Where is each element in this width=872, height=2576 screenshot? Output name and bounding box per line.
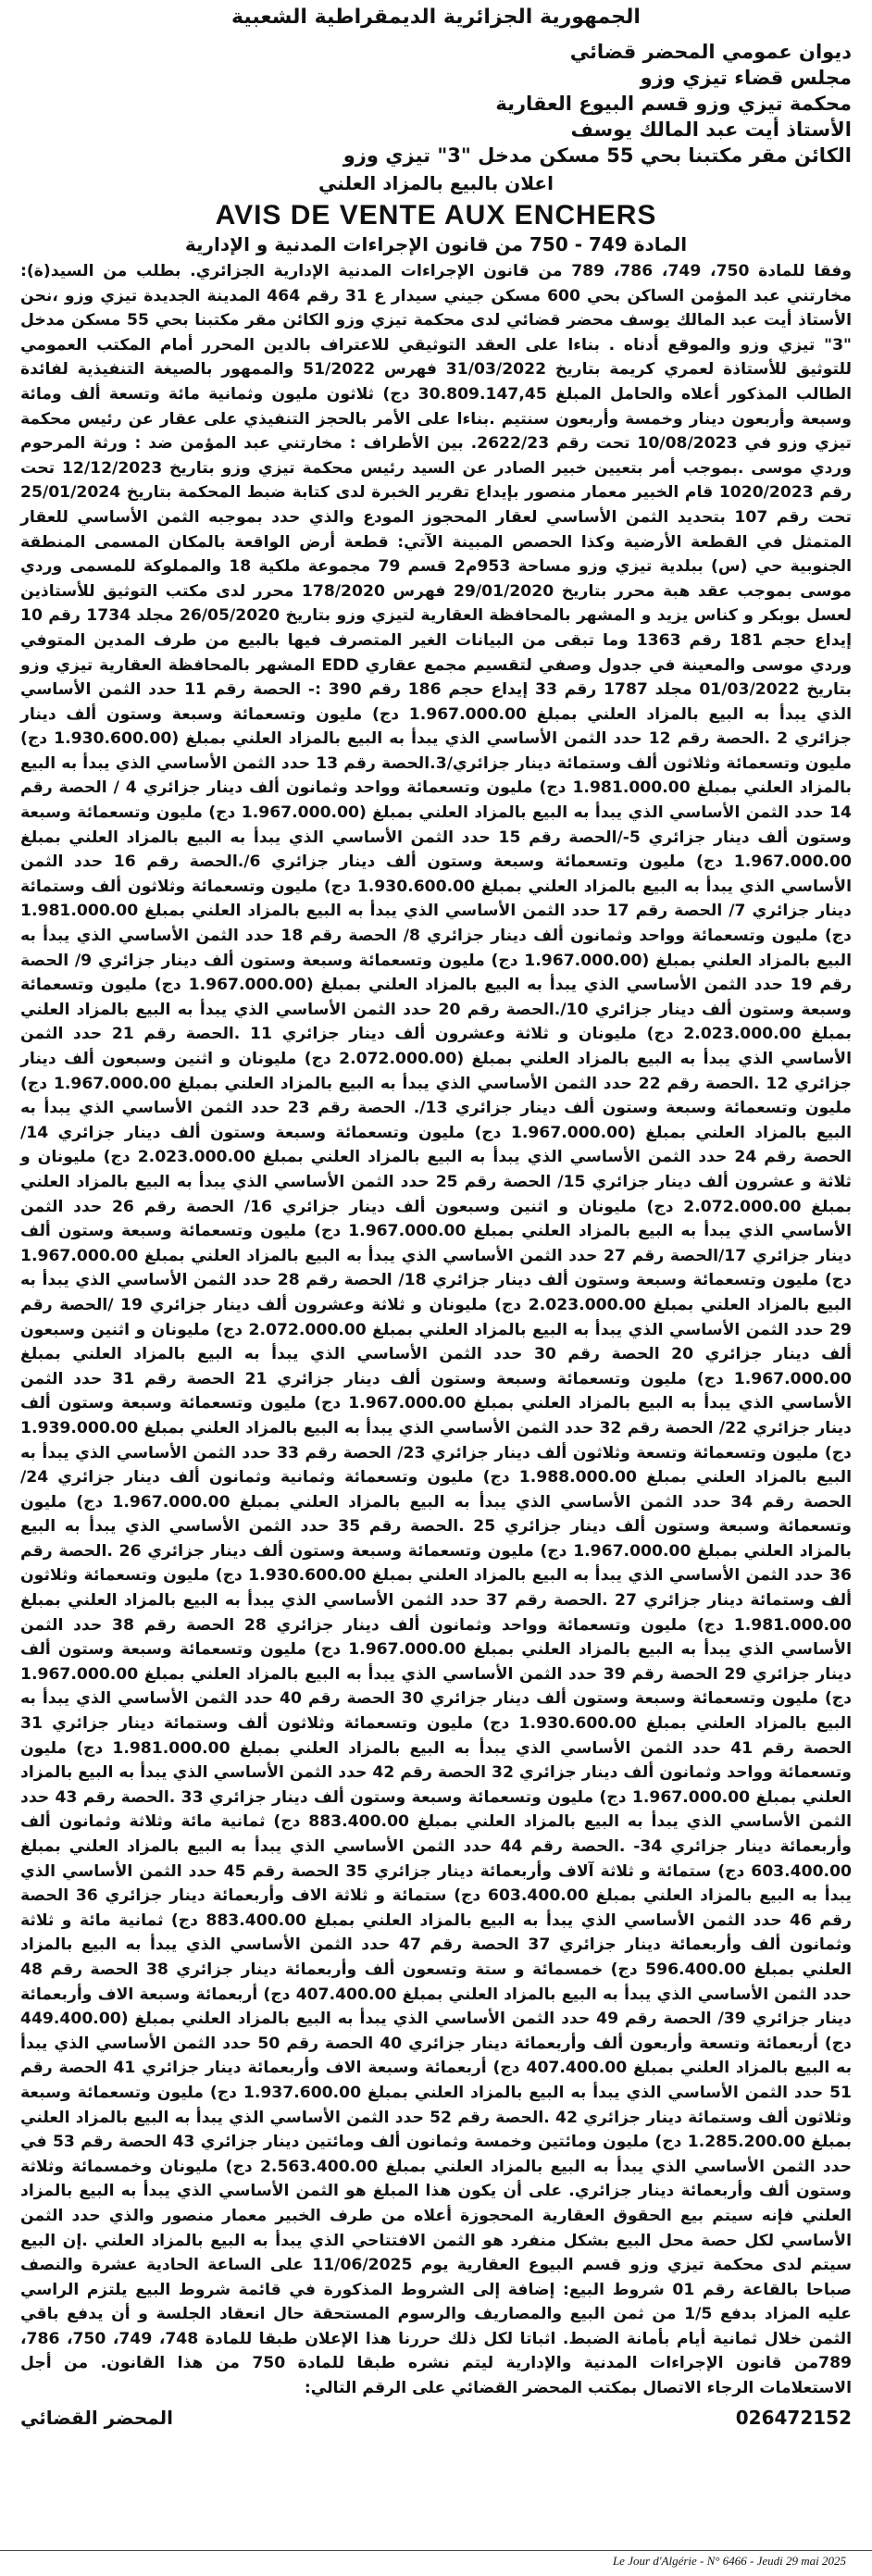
notice-title-french: AVIS DE VENTE AUX ENCHERS	[215, 200, 657, 230]
bailiff-name: الأستاذ أيت عبد المالك يوسف	[570, 118, 852, 141]
signature-role: المحضر القضائي	[20, 2406, 174, 2429]
bailiff-address: الكائن مقر مكتبنا بحي 55 مسكن مدخل "3" تيزي وزو	[343, 144, 852, 167]
notice-body: وفقا للمادة 750، 749، 786، 789 من قانون الإجراءات المدنية الإدارية الجزائري. بطلب من السيد(ة): مخارتني عبد المؤمن الساكن بحي 600 مسكن جيني سيدار ع 31 رقم 464 المدينة الجديدة تيزي وزو ،نحن الأستاذ أيت عبد المالك يوسف محضر قضائي لدى محكمة تيزي وزو الكائن مقر مكتبنا بحي 55 مسكن مدخل "3" تيزي وزو والموقع أدناه . بناءا على العقد التوثيقي للاعتراف بالدين المحرر أمام المكتب العمومي للتوثيق للأستاذة لعمري كريمة بتاريخ 31/03/2022 فهرس 51/2022 والممهور بالصيغة التنفيذية لفائدة الطالب المذكور أعلاه والحامل المبلغ 30.809.147,45 دج) ثلاثون مليون وثمانية مائة وتسعة ألف ومائة وسبعة وأربعون دينار وخمسة وأربعون سنتيم .بناءا على الأمر بالحجز التنفيذي على عقار عن رئيس محكمة تيزي وزو في 10/08/2023 تحت رقم 2622/23. بين الأطراف : مخارتني عبد المؤمن ضد : ورثة المرحوم وردي موسى .بموجب أمر بتعيين خبير الصادر عن السيد رئيس محكمة تيزي وزو بتاريخ 12/12/2023 تحت رقم 1020/2023 قام الخبير معمار منصور بإيداع تقرير الخبرة لدى كتابة ضبط المحكمة بتاريخ 25/01/2024 تحت رقم 107 بتحديد الثمن الأساسي لعقار المحجوز المودع والذي حدد بموجبه الثمن الأساسي للعقار المتمثل في القطعة الأرضية وكذا الحصص المبينة الآتي: قطعة أرض الواقعة بالمكان المسمى المنطقة الجنوبية حي (س) ببلدية تيزي وزو مساحة 953م2 قسم 79 مجموعة ملكية 18 والمملوكة للمسمى وردي موسى بموجب عقد هبة محرر بتاريخ 29/01/2020 فهرس 178/2020 محرر لدى مكتب التوثيق للأستاذين لعسل بوبكر و كناس يزيد و المشهر بالمحافظة العقارية لتيزي وزو بتاريخ 26/05/2020 مجلد 1734 رقم 10 إيداع حجم 181 رقم 1363 وما تبقى من البيانات الغير المتصرف فيها بالبيع من طرف المدين المتوفي وردي موسى والمعينة في جدول وصفي لتقسيم مجمع عقاري EDD المشهر بالمحافظة العقارية تيزي وزو بتاريخ 01/03/2022 مجلد 1787 رقم 33 إيداع حجم 186 رقم 390 :- الحصة رقم 11 حدد الثمن الأساسي الذي يبدأ به البيع بالمزاد العلني بمبلغ 1.967.000.00 دج) مليون وتسعمائة وسبعة وستون ألف دينار جزائري 2 .الحصة رقم 12 حدد الثمن الأساسي الذي يبدأ به البيع بالمزاد العلني بمبلغ (1.930.600.00 دج) مليون وتسعمائة وثلاثون ألف وستمائة دينار جزائري/3.الحصة رقم 13 حدد الثمن الأساسي الذي يبدأ به البيع بالمزاد العلني بمبلغ 1.981.000.00 دج) مليون وتسعمائة وواحد وثمانون ألف دينار جزائري 4 / الحصة رقم 14 حدد الثمن الأساسي الذي يبدأ به البيع بالمزاد العلني بمبلغ (1.967.000.00 دج) مليون وتسعمائة وسبعة وستون ألف دينار جزائري 5-/الحصة رقم 15 حدد الثمن الأساسي الذي يبدأ به البيع بالمزاد العلني بمبلغ 1.967.000.00 دج) مليون وتسعمائة وسبعة وستون ألف دينار جزائري 6/.الحصة رقم 16 حدد الثمن الأساسي الذي يبدأ به البيع بالمزاد العلني بمبلغ 1.930.600.00 دج) مليون وتسعمائة وثلاثون ألف وستمائة دينار جزائري 7/ الحصة رقم 17 حدد الثمن الأساسي الذي يبدأ به البيع بالمزاد العلني بمبلغ 1.981.000.00 دج) مليون وتسعمائة وواحد وثمانون ألف دينار جزائري 8/ الحصة رقم 18 حدد الثمن الأساسي الذي يبدأ به البيع بالمزاد العلني بمبلغ (1.967.000.00 دج) مليون وتسعمائة وسبعة وستون ألف دينار جزائري 9/ الحصة رقم 19 حدد الثمن الأساسي الذي يبدأ به البيع بالمزاد العلني بمبلغ (1.967.000.00 دج) مليون وتسعمائة وسبعة وستون ألف دينار جزائري 10/.الحصة رقم 20 حدد الثمن الأساسي الذي يبدأ به البيع بالمزاد العلني بمبلغ 2.023.000.00 دج) مليونان و ثلاثة وعشرون ألف دينار جزائري 11 .الحصة رقم 21 حدد الثمن الأساسي الذي يبدأ به البيع بالمزاد العلني بمبلغ (2.072.000.00 دج) مليونان و اثنين وسبعون ألف دينار جزائري 12 .الحصة رقم 22 حدد الثمن الأساسي الذي يبدأ به البيع بالمزاد العلني بمبلغ 1.967.000.00 دج) مليون وتسعمائة وسبعة وستون ألف دينار جزائري 13/. الحصة رقم 23 حدد الثمن الأساسي الذي يبدأ به البيع بالمزاد العلني بمبلغ (1.967.000.00 دج) مليون وتسعمائة وسبعة وستون ألف دينار جزائري 14/ الحصة رقم 24 حدد الثمن الأساسي الذي يبدأ به البيع بالمزاد العلني بمبلغ 2.023.000.00 دج) مليونان و ثلاثة و عشرون ألف دينار جزائري 15/ الحصة رقم 25 حدد الثمن الأساسي الذي يبدأ به البيع بالمزاد العلني بمبلغ 2.072.000.00 دج) مليونان و اثنين وسبعون ألف دينار جزائري 16/ الحصة رقم 26 حدد الثمن الأساسي الذي يبدأ به البيع بالمزاد العلني بمبلغ 1.967.000.00 دج) مليون وتسعمائة وسبعة وستون ألف دينار جزائري 17/الحصة رقم 27 حدد الثمن الأساسي الذي يبدأ به البيع بالمزاد العلني بمبلغ 1.967.000.00 دج) مليون وتسعمائة وسبعة وستون ألف دينار جزائري 18/ الحصة رقم 28 حدد الثمن الأساسي الذي يبدأ به البيع بالمزاد العلني بمبلغ 2.023.000.00 دج) مليونان و ثلاثة وعشرون ألف دينار جزائري 19 /الحصة رقم 29 حدد الثمن الأساسي الذي يبدأ به البيع بالمزاد العلني بمبلغ 2.072.000.00 دج) مليونان و اثنين وسبعون ألف دينار جزائري 20 الحصة رقم 30 حدد الثمن الأساسي الذي يبدأ به البيع بالمزاد العلني بمبلغ 1.967.000.00 دج) مليون وتسعمائة وسبعة وستون ألف دينار جزائري 21 الحصة رقم 31 حدد الثمن الأساسي الذي يبدأ به البيع بالمزاد العلني بمبلغ 1.967.000.00 دج) مليون وتسعمائة وسبعة وستون ألف دينار جزائري 22/ الحصة رقم 32 حدد الثمن الأساسي الذي يبدأ به البيع بالمزاد العلني بمبلغ 1.939.000.00 دج) مليون وتسعمائة وتسعة وثلاثون ألف دينار جزائري 23/ الحصة رقم 33 حدد الثمن الأساسي الذي يبدأ به البيع بالمزاد العلني بمبلغ 1.988.000.00 دج) مليون وتسعمائة وثمانية وثمانون ألف دينار جزائري 24/ الحصة رقم 34 حدد الثمن الأساسي الذي يبدأ به البيع بالمزاد العلني بمبلغ 1.967.000.00 دج) مليون وتسعمائة وسبعة وستون ألف دينار جزائري 25 .الحصة رقم 35 حدد الثمن الأساسي الذي يبدأ به البيع بالمزاد العلني بمبلغ 1.967.000.00 دج) مليون وتسعمائة وسبعة وستون ألف دينار جزائري 26 .الحصة رقم 36 حدد الثمن الأساسي الذي يبدأ به البيع بالمزاد العلني بمبلغ 1.930.600.00 دج) مليون وتسعمائة وثلاثون ألف وستمائة دينار جزائري 27 .الحصة رقم 37 حدد الثمن الأساسي الذي يبدأ به البيع بالمزاد العلني بمبلغ 1.981.000.00 دج) مليون وتسعمائة وواحد وثمانون ألف دينار جزائري 28 الحصة رقم 38 حدد الثمن الأساسي الذي يبدأ به البيع بالمزاد العلني بمبلغ 1.967.000.00 دج) مليون وتسعمائة وسبعة وستون ألف دينار جزائري 29 الحصة رقم 39 حدد الثمن الأساسي الذي يبدأ به البيع بالمزاد العلني بمبلغ 1.967.000.00 دج) مليون وتسعمائة وسبعة وستون ألف دينار جزائري 30 الحصة رقم 40 حدد الثمن الأساسي الذي يبدأ به البيع بالمزاد العلني بمبلغ 1.930.600.00 دج) مليون وتسعمائة وثلاثون ألف وستمائة دينار جزائري 31 الحصة رقم 41 حدد الثمن الأساسي الذي يبدأ به البيع بالمزاد العلني بمبلغ 1.981.000.00 دج) مليون وتسعمائة وواحد وثمانون ألف دينار جزائري 32 الحصة رقم 42 حدد الثمن الأساسي الذي يبدأ به البيع بالمزاد العلني بمبلغ 1.967.000.00 دج) مليون وتسعمائة وسبعة وستون ألف دينار جزائري 33 .الحصة رقم 43 حدد الثمن الأساسي الذي يبدأ به البيع بالمزاد العلني بمبلغ 883.400.00 دج) ثمانية مائة وثلاثة وثمانون ألف وأربعمائة دينار جزائري 34- .الحصة رقم 44 حدد الثمن الأساسي الذي يبدأ به البيع بالمزاد العلني بمبلغ 603.400.00 دج) ستمائة و ثلاثة آلاف وأربعمائة دينار جزائري 35 الحصة رقم 45 حدد الثمن الأساسي الذي يبدأ به البيع بالمزاد العلني بمبلغ 603.400.00 دج) ستمائة و ثلاثة الاف وأربعمائة دينار جزائري 36 الحصة رقم 46 حدد الثمن الأساسي الذي يبدأ به البيع بالمزاد العلني بمبلغ 883.400.00 دج) ثمانية مائة و ثلاثة وثمانون ألف وأربعمائة دينار جزائري 37 الحصة رقم 47 حدد الثمن الأساسي الذي يبدأ به البيع بالمزاد العلني بمبلغ 596.400.00 دج) خمسمائة و ستة وتسعون ألف وأربعمائة دينار جزائري 38 الحصة رقم 48 حدد الثمن الأساسي الذي يبدأ به البيع بالمزاد العلني بمبلغ 407.400.00 دج) أربعمائة وسبعة الاف وأربعمائة دينار جزائري 39/ الحصة رقم 49 حدد الثمن الأساسي الذي يبدأ به البيع بالمزاد العلني بمبلغ (449.400.00 دج) أربعمائة وتسعة وأربعون ألف وأربعمائة دينار جزائري 40 الحصة رقم 50 حدد الثمن الأساسي الذي يبدأ به البيع بالمزاد العلني بمبلغ 407.400.00 دج) أربعمائة وسبعة الاف وأربعمائة دينار جزائري 41 الحصة رقم 51 حدد الثمن الأساسي الذي يبدأ به البيع بالمزاد العلني بمبلغ 1.937.600.00 دج) مليون وتسعمائة وسبعة وثلاثون ألف وستمائة دينار جزائري 42 .الحصة رقم 52 حدد الثمن الأساسي الذي يبدأ به البيع بالمزاد العلني بمبلغ 1.285.200.00 دج) مليون ومائتين وخمسة وثمانون ألف ومائتين دينار جزائري 43 الحصة رقم 53 في حدد الثمن الأساسي الذي يبدأ به البيع بالمزاد العلني بمبلغ 2.563.400.00 دج) مليونان وخمسمائة وثلاثة وستون ألف وأربعمائة دينار جزائري. على أن يكون هذا المبلغ هو الثمن الأساسي الذي يبدأ به البيع بالمزاد العلني فإنه سيتم بيع الحقوق العقارية المحجوزة أعلاه من طرف الخبير معمار منصور والذي حدد الثمن الأساسي لكل حصة محل البيع بشكل منفرد هو الثمن الافتتاحي الذي يبدأ به البيع بالمزاد العلني .إن البيع سيتم لدى محكمة تيزي وزو قسم البيوع العقارية يوم 11/06/2025 على الساعة الحادية عشرة والنصف صباحا بالقاعة رقم 01 شروط البيع: إضافة إلى الشروط المذكورة في قائمة شروط البيع يلتزم الراسي عليه المزاد بدفع 1/5 من ثمن البيع والمصاريف والرسوم المستحقة حال انعقاد الجلسة و أن يدفع باقي الثمن خلال ثمانية أيام بأمانة الضبط. اثباتا لكل ذلك حررنا هذا الإعلان طبقا للمادة 748، 749، 750، 786، 789من قانون الإجراءات المدنية والإدارية ليتم نشره طبقا للمادة 750 من هذا القانون. من أجل الاستعلامات الرجاء الاتصال بمكتب المحضر القضائي على الرقم التالي:	[20, 262, 853, 2398]
publication-info: Le Jour d'Algérie - N° 6466 - Jeudi 29 mai 2025	[612, 2554, 846, 2568]
notice-title-arabic: اعلان بالبيع بالمزاد العلني	[318, 172, 554, 194]
contact-phone: 026472152	[735, 2406, 852, 2429]
court-name: محكمة تيزي وزو قسم البيوع العقارية	[495, 93, 852, 115]
articles-reference: المادة 749 - 750 من قانون الإجراءات المدنية و الإدارية	[184, 233, 688, 255]
signature-line	[20, 2405, 852, 2431]
republic-header: الجمهورية الجزائرية الديمقراطية الشعبية	[231, 6, 641, 29]
publication-footer	[0, 2550, 872, 2570]
bailiff-header-block	[20, 39, 852, 168]
council-name: مجلس قضاء تيزي وزو	[640, 67, 852, 89]
office-name: ديوان عمومي المحضر قضائي	[569, 41, 852, 63]
